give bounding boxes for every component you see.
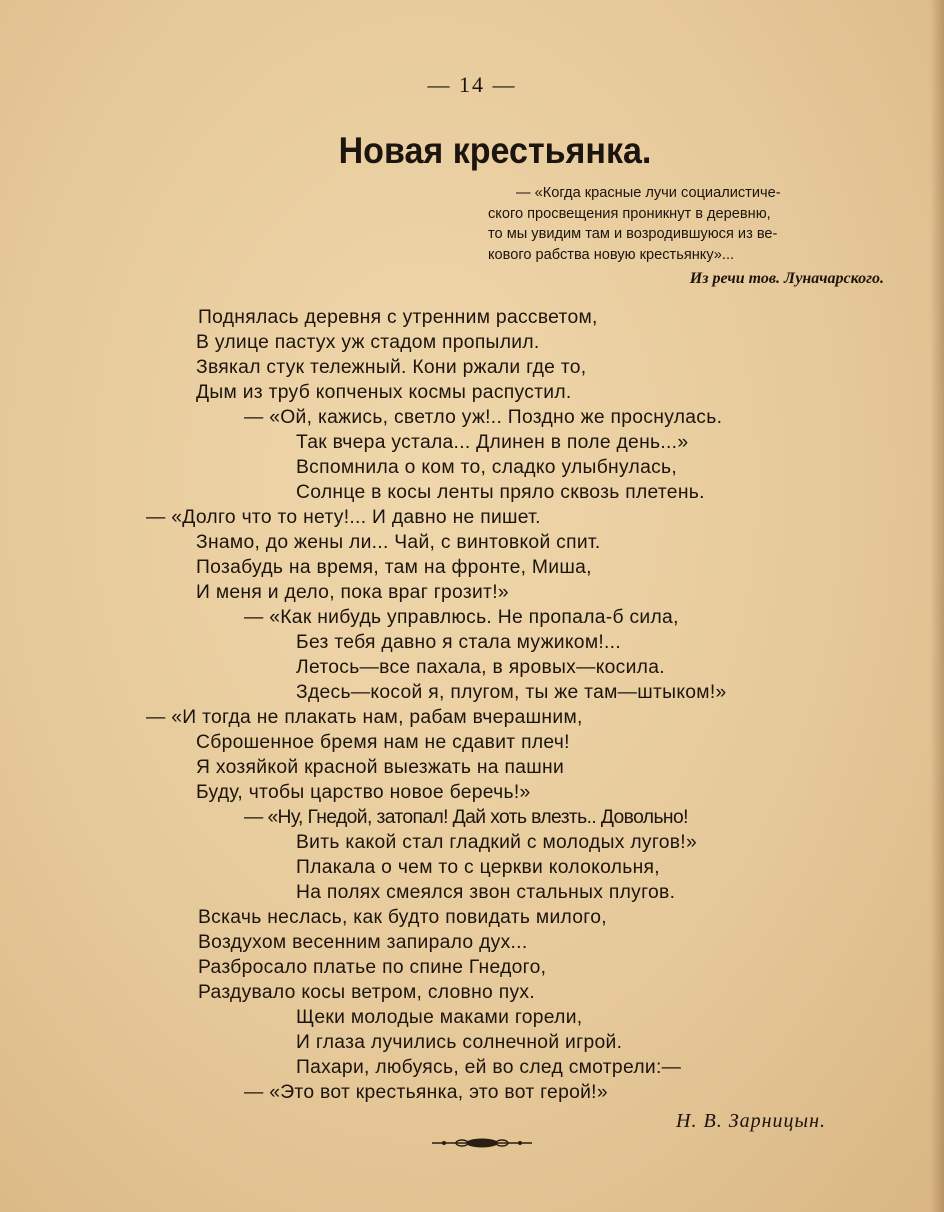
poem-line: Раздувало косы ветром, словно пух. bbox=[198, 982, 536, 1003]
poem-line: На полях смеялся звон стальных плугов. bbox=[296, 882, 676, 903]
poem-line: — «Как нибудь управлюсь. Не пропала-б сила, bbox=[244, 607, 679, 628]
poem-line: Вспомнила о ком то, сладко улыбнулась, bbox=[296, 457, 678, 478]
epigraph-line: то мы увидим там и возродившуюся из ве- bbox=[488, 226, 778, 242]
poem-line: Щеки молодые маками горели, bbox=[296, 1007, 583, 1028]
epigraph bbox=[488, 183, 888, 265]
poem-line: Без тебя давно я стала мужиком!... bbox=[296, 632, 621, 653]
poem-line: — «Долго что то нету!... И давно не пишет. bbox=[146, 507, 541, 528]
poem-line: Поднялась деревня с утренним рассветом, bbox=[198, 307, 598, 328]
end-ornament bbox=[432, 1136, 532, 1150]
poem-line: И меня и дело, пока враг грозит!» bbox=[196, 582, 509, 603]
poem-line: Я хозяйкой красной выезжать на пашни bbox=[196, 757, 565, 778]
poem-line: — «Ну, Гнедой, затопал! Дай хоть влезть.. Довольно! bbox=[244, 807, 688, 828]
epigraph-line: — «Когда красные лучи социалистиче- bbox=[516, 185, 781, 201]
poem-line: — «Это вот крестьянка, это вот герой!» bbox=[244, 1082, 608, 1103]
poem-line: Буду, чтобы царство новое беречь!» bbox=[196, 782, 531, 803]
poem-title: Новая крестьянка. bbox=[338, 130, 652, 171]
poem-line: В улице пастух уж стадом пропылил. bbox=[196, 332, 540, 353]
author-signature: Н. В. Зарницын. bbox=[676, 1110, 826, 1132]
poem-line: Дым из труб копченых космы распустил. bbox=[196, 382, 572, 403]
poem-line: Плакала о чем то с церкви колокольня, bbox=[296, 857, 660, 878]
poem-line: Сброшенное бремя нам не сдавит плеч! bbox=[196, 732, 570, 753]
epigraph-line: ского просвещения проникнут в деревню, bbox=[488, 205, 771, 222]
poem-line: — «И тогда не плакать нам, рабам вчерашним, bbox=[146, 707, 583, 728]
epigraph-line: кового рабства новую крестьянку»... bbox=[488, 246, 735, 263]
epigraph-attribution: Из речи тов. Луначарского. bbox=[689, 270, 884, 287]
poem-line: Воздухом весенним запирало дух... bbox=[198, 932, 528, 953]
poem-line: — «Ой, кажись, светло уж!.. Поздно же проснулась. bbox=[244, 407, 723, 428]
poem-line: Позабудь на время, там на фронте, Миша, bbox=[196, 557, 592, 578]
poem-line: Знамо, до жены ли... Чай, с винтовкой спит. bbox=[196, 532, 601, 553]
page-edge-shadow bbox=[930, 0, 944, 1212]
page-number: — 14 — bbox=[427, 72, 517, 97]
poem-line: Вскачь неслась, как будто повидать милого, bbox=[198, 907, 607, 928]
poem-line: Солнце в косы ленты пряло сквозь плетень. bbox=[296, 482, 705, 503]
poem-line: Здесь—косой я, плугом, ты же там—штыком!» bbox=[296, 682, 727, 703]
poem-line: И глаза лучились солнечной игрой. bbox=[296, 1032, 623, 1053]
poem-line: Так вчера устала... Длинен в поле день...» bbox=[296, 432, 689, 453]
poem-line: Летось—все пахала, в яровых—косила. bbox=[296, 657, 665, 678]
poem-line: Вить какой стал гладкий с молодых лугов!» bbox=[296, 832, 697, 853]
poem-line: Звякал стук тележный. Кони ржали где то, bbox=[196, 357, 587, 378]
poem-line: Пахари, любуясь, ей во след смотрели:— bbox=[296, 1057, 682, 1078]
poem-line: Разбросало платье по спине Гнедого, bbox=[198, 957, 547, 978]
